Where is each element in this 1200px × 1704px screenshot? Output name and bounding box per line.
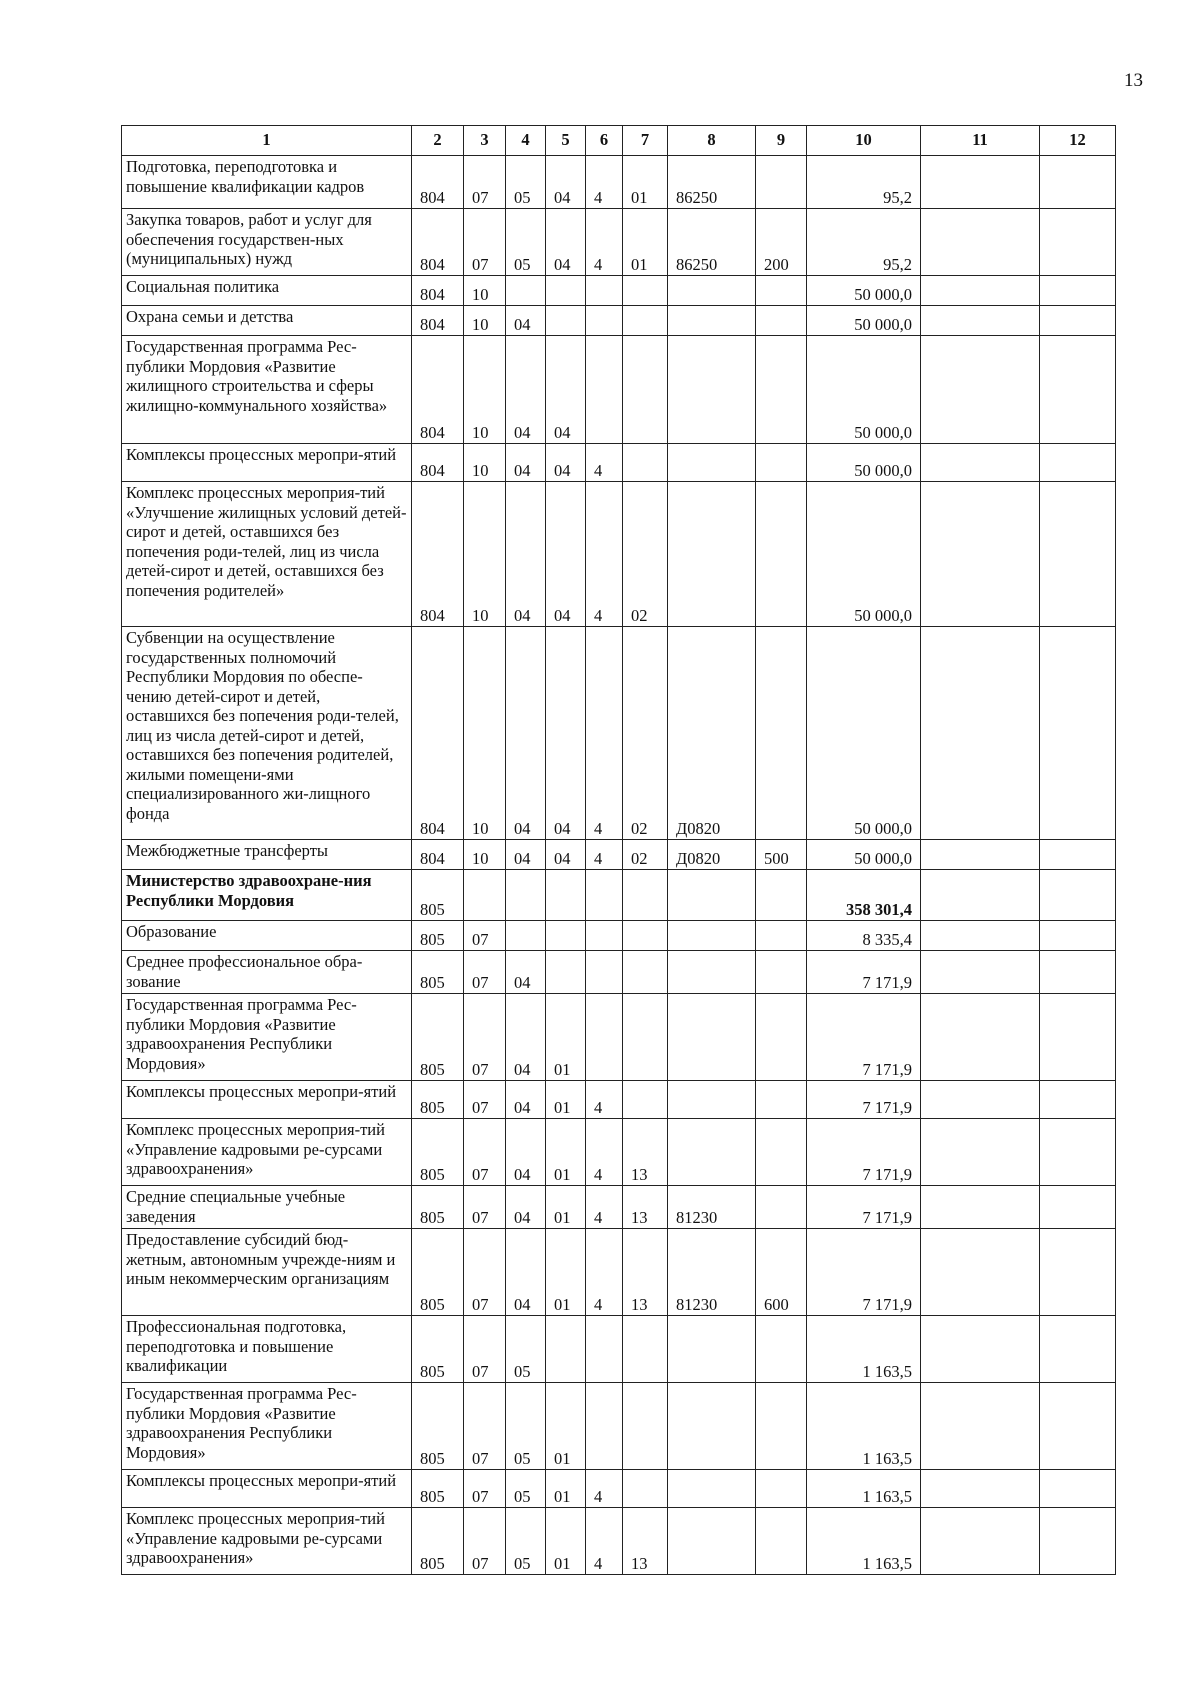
row-cell-c4: 04 bbox=[506, 994, 546, 1081]
row-cell-c3: 07 bbox=[464, 1470, 506, 1508]
row-cell-c8 bbox=[668, 1316, 756, 1383]
row-cell-c3: 10 bbox=[464, 336, 506, 444]
row-cell-c9 bbox=[756, 1508, 807, 1575]
row-cell-c7: 13 bbox=[623, 1186, 668, 1229]
row-cell-c4: 04 bbox=[506, 840, 546, 870]
header-cell: 12 bbox=[1040, 126, 1116, 156]
row-cell-c12 bbox=[1040, 276, 1116, 306]
row-cell-c5 bbox=[546, 306, 586, 336]
row-name-cell: Межбюджетные трансферты bbox=[122, 840, 412, 870]
row-cell-c7: 02 bbox=[623, 482, 668, 627]
row-cell-c9 bbox=[756, 1316, 807, 1383]
row-cell-c8: 81230 bbox=[668, 1186, 756, 1229]
row-cell-c12 bbox=[1040, 306, 1116, 336]
row-cell-c8: Д0820 bbox=[668, 840, 756, 870]
row-cell-c6 bbox=[586, 1383, 623, 1470]
row-cell-c9 bbox=[756, 306, 807, 336]
row-cell-c11 bbox=[921, 1229, 1040, 1316]
row-cell-c12 bbox=[1040, 336, 1116, 444]
row-cell-c2: 804 bbox=[412, 336, 464, 444]
row-cell-c3: 07 bbox=[464, 1186, 506, 1229]
row-cell-c9: 500 bbox=[756, 840, 807, 870]
row-cell-c2: 804 bbox=[412, 156, 464, 209]
table-row bbox=[122, 870, 1116, 921]
row-cell-c3: 07 bbox=[464, 1508, 506, 1575]
row-cell-c9 bbox=[756, 1119, 807, 1186]
row-cell-c5 bbox=[546, 951, 586, 994]
row-cell-c7 bbox=[623, 951, 668, 994]
row-cell-c5: 04 bbox=[546, 336, 586, 444]
row-cell-c6: 4 bbox=[586, 1186, 623, 1229]
header-cell: 2 bbox=[412, 126, 464, 156]
row-cell-c7 bbox=[623, 870, 668, 921]
row-cell-c8 bbox=[668, 1383, 756, 1470]
table-row bbox=[122, 482, 1116, 627]
row-cell-c9 bbox=[756, 336, 807, 444]
row-cell-c8 bbox=[668, 870, 756, 921]
row-cell-c2: 804 bbox=[412, 627, 464, 840]
row-cell-c4: 04 bbox=[506, 1186, 546, 1229]
row-cell-c4: 04 bbox=[506, 1081, 546, 1119]
row-cell-c8 bbox=[668, 444, 756, 482]
row-cell-c3: 07 bbox=[464, 994, 506, 1081]
row-cell-c9 bbox=[756, 156, 807, 209]
row-cell-c12 bbox=[1040, 921, 1116, 951]
row-cell-c7 bbox=[623, 444, 668, 482]
row-cell-c6: 4 bbox=[586, 1508, 623, 1575]
table-row bbox=[122, 444, 1116, 482]
row-cell-c2: 805 bbox=[412, 921, 464, 951]
row-cell-c11 bbox=[921, 336, 1040, 444]
row-cell-c2: 805 bbox=[412, 1081, 464, 1119]
row-name-cell: Государственная программа Рес-публики Мордовия «Развитие жилищного строительства и сферы жилищно-коммунального хозяйства» bbox=[122, 336, 412, 444]
row-cell-c11 bbox=[921, 921, 1040, 951]
row-cell-c7 bbox=[623, 1081, 668, 1119]
table-row bbox=[122, 1508, 1116, 1575]
row-cell-c6: 4 bbox=[586, 482, 623, 627]
row-cell-c9 bbox=[756, 1383, 807, 1470]
row-cell-c9: 600 bbox=[756, 1229, 807, 1316]
row-cell-c7 bbox=[623, 276, 668, 306]
row-cell-c11 bbox=[921, 1081, 1040, 1119]
row-cell-c10: 95,2 bbox=[807, 156, 921, 209]
row-cell-c12 bbox=[1040, 951, 1116, 994]
row-cell-c3: 07 bbox=[464, 951, 506, 994]
row-name-cell: Министерство здравоохране-ния Республики Мордовия bbox=[122, 870, 412, 921]
row-cell-c8 bbox=[668, 1470, 756, 1508]
row-cell-c6: 4 bbox=[586, 627, 623, 840]
row-name-cell: Государственная программа Рес-публики Мордовия «Развитие здравоохранения Республики Мордовия» bbox=[122, 1383, 412, 1470]
row-name-cell: Профессиональная подготовка, переподготовка и повышение квалификации bbox=[122, 1316, 412, 1383]
row-cell-c7: 13 bbox=[623, 1508, 668, 1575]
row-cell-c4 bbox=[506, 870, 546, 921]
row-cell-c8 bbox=[668, 306, 756, 336]
row-name-cell: Комплекс процессных мероприя-тий «Улучшение жилищных условий детей-сирот и детей, оставшихся без попечения роди-телей, лиц из числа детей-сирот и детей, оставшихся без попечения родителей» bbox=[122, 482, 412, 627]
row-cell-c12 bbox=[1040, 1383, 1116, 1470]
row-cell-c10: 8 335,4 bbox=[807, 921, 921, 951]
row-cell-c10: 7 171,9 bbox=[807, 951, 921, 994]
row-cell-c3: 07 bbox=[464, 156, 506, 209]
row-cell-c4: 04 bbox=[506, 1119, 546, 1186]
row-name-cell: Средние специальные учебные заведения bbox=[122, 1186, 412, 1229]
header-cell: 11 bbox=[921, 126, 1040, 156]
row-name-cell: Субвенции на осуществление государственных полномочий Республики Мордовия по обеспе-чению детей-сирот и детей, оставшихся без попечения роди-телей, лиц из числа детей-сирот и детей, оставшихся без попечения родителей, жилыми помещени-ями специализированного жи-лищного фонда bbox=[122, 627, 412, 840]
row-cell-c3: 10 bbox=[464, 627, 506, 840]
row-cell-c6 bbox=[586, 306, 623, 336]
row-name-cell: Среднее профессиональное обра-зование bbox=[122, 951, 412, 994]
row-cell-c7 bbox=[623, 1383, 668, 1470]
row-cell-c11 bbox=[921, 1186, 1040, 1229]
row-cell-c11 bbox=[921, 1470, 1040, 1508]
row-cell-c4 bbox=[506, 921, 546, 951]
row-cell-c9 bbox=[756, 276, 807, 306]
row-cell-c4: 05 bbox=[506, 1383, 546, 1470]
header-cell: 9 bbox=[756, 126, 807, 156]
row-name-cell: Закупка товаров, работ и услуг для обеспечения государствен-ных (муниципальных) нужд bbox=[122, 209, 412, 276]
row-cell-c10: 7 171,9 bbox=[807, 1081, 921, 1119]
row-cell-c6 bbox=[586, 1316, 623, 1383]
row-cell-c3 bbox=[464, 870, 506, 921]
row-cell-c9 bbox=[756, 951, 807, 994]
row-cell-c7: 02 bbox=[623, 627, 668, 840]
row-cell-c12 bbox=[1040, 482, 1116, 627]
row-cell-c11 bbox=[921, 444, 1040, 482]
row-cell-c6: 4 bbox=[586, 840, 623, 870]
table-row bbox=[122, 156, 1116, 209]
row-cell-c6: 4 bbox=[586, 444, 623, 482]
row-cell-c11 bbox=[921, 306, 1040, 336]
row-cell-c4 bbox=[506, 276, 546, 306]
row-cell-c12 bbox=[1040, 994, 1116, 1081]
row-cell-c10: 50 000,0 bbox=[807, 306, 921, 336]
row-cell-c7 bbox=[623, 1470, 668, 1508]
table-body bbox=[122, 156, 1116, 1575]
row-cell-c10: 1 163,5 bbox=[807, 1508, 921, 1575]
row-cell-c3: 07 bbox=[464, 1316, 506, 1383]
row-cell-c3: 10 bbox=[464, 306, 506, 336]
table-header bbox=[122, 126, 1116, 156]
header-cell: 3 bbox=[464, 126, 506, 156]
row-name-cell: Комплекс процессных мероприя-тий «Управление кадровыми ре-сурсами здравоохранения» bbox=[122, 1508, 412, 1575]
row-cell-c8: 86250 bbox=[668, 209, 756, 276]
row-cell-c5: 01 bbox=[546, 1508, 586, 1575]
row-name-cell: Комплекс процессных мероприя-тий «Управление кадровыми ре-сурсами здравоохранения» bbox=[122, 1119, 412, 1186]
row-cell-c4: 04 bbox=[506, 444, 546, 482]
row-cell-c12 bbox=[1040, 870, 1116, 921]
row-cell-c2: 804 bbox=[412, 840, 464, 870]
row-name-cell: Образование bbox=[122, 921, 412, 951]
row-cell-c4: 05 bbox=[506, 1470, 546, 1508]
row-name-cell: Охрана семьи и детства bbox=[122, 306, 412, 336]
row-cell-c4: 04 bbox=[506, 482, 546, 627]
table-row bbox=[122, 627, 1116, 840]
row-cell-c10: 7 171,9 bbox=[807, 1229, 921, 1316]
row-cell-c6 bbox=[586, 921, 623, 951]
row-cell-c6 bbox=[586, 994, 623, 1081]
row-cell-c11 bbox=[921, 870, 1040, 921]
row-cell-c5: 04 bbox=[546, 482, 586, 627]
row-cell-c6: 4 bbox=[586, 209, 623, 276]
row-cell-c2: 805 bbox=[412, 1316, 464, 1383]
row-cell-c3: 07 bbox=[464, 1229, 506, 1316]
row-cell-c10: 50 000,0 bbox=[807, 482, 921, 627]
row-cell-c2: 804 bbox=[412, 444, 464, 482]
row-cell-c12 bbox=[1040, 156, 1116, 209]
header-cell: 10 bbox=[807, 126, 921, 156]
row-cell-c4: 04 bbox=[506, 1229, 546, 1316]
row-cell-c7 bbox=[623, 336, 668, 444]
row-cell-c2: 804 bbox=[412, 306, 464, 336]
table-row bbox=[122, 921, 1116, 951]
row-cell-c11 bbox=[921, 951, 1040, 994]
row-cell-c5: 01 bbox=[546, 1119, 586, 1186]
row-cell-c10: 1 163,5 bbox=[807, 1470, 921, 1508]
row-cell-c4: 05 bbox=[506, 1316, 546, 1383]
row-cell-c8 bbox=[668, 482, 756, 627]
row-cell-c5 bbox=[546, 921, 586, 951]
page-number: 13 bbox=[1124, 70, 1143, 91]
row-cell-c9 bbox=[756, 870, 807, 921]
row-cell-c7: 01 bbox=[623, 156, 668, 209]
row-cell-c12 bbox=[1040, 1316, 1116, 1383]
header-cell: 1 bbox=[122, 126, 412, 156]
row-cell-c9 bbox=[756, 1081, 807, 1119]
row-name-cell: Социальная политика bbox=[122, 276, 412, 306]
row-cell-c12 bbox=[1040, 1470, 1116, 1508]
row-cell-c2: 805 bbox=[412, 870, 464, 921]
row-cell-c2: 805 bbox=[412, 1470, 464, 1508]
row-cell-c9 bbox=[756, 994, 807, 1081]
table-row bbox=[122, 1119, 1116, 1186]
row-cell-c6: 4 bbox=[586, 1470, 623, 1508]
row-cell-c5: 04 bbox=[546, 209, 586, 276]
row-cell-c2: 805 bbox=[412, 1383, 464, 1470]
row-cell-c10: 95,2 bbox=[807, 209, 921, 276]
row-cell-c2: 804 bbox=[412, 276, 464, 306]
row-cell-c5: 01 bbox=[546, 1229, 586, 1316]
row-cell-c11 bbox=[921, 994, 1040, 1081]
table-row bbox=[122, 1383, 1116, 1470]
row-cell-c2: 804 bbox=[412, 482, 464, 627]
row-cell-c7 bbox=[623, 921, 668, 951]
row-name-cell: Государственная программа Рес-публики Мордовия «Развитие здравоохранения Республики Мордовия» bbox=[122, 994, 412, 1081]
row-cell-c9 bbox=[756, 482, 807, 627]
row-cell-c8 bbox=[668, 1081, 756, 1119]
table-row bbox=[122, 1081, 1116, 1119]
row-cell-c3: 07 bbox=[464, 1081, 506, 1119]
table-row bbox=[122, 306, 1116, 336]
row-cell-c7: 13 bbox=[623, 1119, 668, 1186]
row-name-cell: Предоставление субсидий бюд-жетным, автономным учрежде-ниям и иным некоммерческим организациям bbox=[122, 1229, 412, 1316]
row-cell-c8 bbox=[668, 1119, 756, 1186]
row-name-cell: Комплексы процессных меропри-ятий bbox=[122, 1470, 412, 1508]
row-cell-c12 bbox=[1040, 840, 1116, 870]
row-cell-c12 bbox=[1040, 1229, 1116, 1316]
row-cell-c12 bbox=[1040, 444, 1116, 482]
row-cell-c6: 4 bbox=[586, 1081, 623, 1119]
row-cell-c10: 50 000,0 bbox=[807, 336, 921, 444]
row-cell-c8 bbox=[668, 336, 756, 444]
row-cell-c12 bbox=[1040, 209, 1116, 276]
row-cell-c12 bbox=[1040, 1508, 1116, 1575]
row-cell-c9 bbox=[756, 627, 807, 840]
header-cell: 6 bbox=[586, 126, 623, 156]
row-cell-c7 bbox=[623, 1316, 668, 1383]
row-cell-c3: 07 bbox=[464, 921, 506, 951]
row-cell-c11 bbox=[921, 840, 1040, 870]
row-cell-c8 bbox=[668, 276, 756, 306]
table-row bbox=[122, 1470, 1116, 1508]
row-cell-c5 bbox=[546, 276, 586, 306]
row-cell-c4: 05 bbox=[506, 209, 546, 276]
row-cell-c6 bbox=[586, 336, 623, 444]
row-cell-c4: 05 bbox=[506, 156, 546, 209]
row-cell-c8: 86250 bbox=[668, 156, 756, 209]
row-cell-c8: 81230 bbox=[668, 1229, 756, 1316]
row-cell-c8 bbox=[668, 1508, 756, 1575]
budget-table bbox=[121, 125, 1116, 1575]
row-cell-c3: 07 bbox=[464, 1119, 506, 1186]
row-cell-c4: 04 bbox=[506, 336, 546, 444]
row-cell-c10: 50 000,0 bbox=[807, 444, 921, 482]
row-cell-c11 bbox=[921, 156, 1040, 209]
row-cell-c9 bbox=[756, 1186, 807, 1229]
row-cell-c3: 10 bbox=[464, 444, 506, 482]
row-name-cell: Подготовка, переподготовка и повышение квалификации кадров bbox=[122, 156, 412, 209]
header-cell: 8 bbox=[668, 126, 756, 156]
row-cell-c9 bbox=[756, 921, 807, 951]
row-cell-c6 bbox=[586, 870, 623, 921]
row-cell-c4: 04 bbox=[506, 627, 546, 840]
row-cell-c5: 04 bbox=[546, 627, 586, 840]
row-cell-c8 bbox=[668, 921, 756, 951]
row-cell-c9 bbox=[756, 1470, 807, 1508]
row-cell-c11 bbox=[921, 209, 1040, 276]
row-cell-c5: 04 bbox=[546, 156, 586, 209]
table-row bbox=[122, 1316, 1116, 1383]
row-cell-c10: 50 000,0 bbox=[807, 276, 921, 306]
table-row bbox=[122, 336, 1116, 444]
row-cell-c12 bbox=[1040, 627, 1116, 840]
row-cell-c12 bbox=[1040, 1081, 1116, 1119]
row-cell-c5 bbox=[546, 1316, 586, 1383]
row-cell-c10: 358 301,4 bbox=[807, 870, 921, 921]
row-cell-c4: 04 bbox=[506, 306, 546, 336]
table-row bbox=[122, 951, 1116, 994]
row-cell-c9 bbox=[756, 444, 807, 482]
table-row bbox=[122, 1229, 1116, 1316]
row-cell-c6: 4 bbox=[586, 156, 623, 209]
row-cell-c4: 05 bbox=[506, 1508, 546, 1575]
row-cell-c10: 1 163,5 bbox=[807, 1316, 921, 1383]
header-cell: 4 bbox=[506, 126, 546, 156]
table-row bbox=[122, 209, 1116, 276]
row-cell-c2: 805 bbox=[412, 951, 464, 994]
row-name-cell: Комплексы процессных меропри-ятий bbox=[122, 1081, 412, 1119]
row-cell-c10: 50 000,0 bbox=[807, 840, 921, 870]
row-cell-c7: 13 bbox=[623, 1229, 668, 1316]
row-cell-c8: Д0820 bbox=[668, 627, 756, 840]
header-row bbox=[122, 126, 1116, 156]
row-cell-c5: 01 bbox=[546, 1081, 586, 1119]
row-cell-c3: 10 bbox=[464, 276, 506, 306]
row-cell-c5: 01 bbox=[546, 1470, 586, 1508]
row-cell-c10: 1 163,5 bbox=[807, 1383, 921, 1470]
row-cell-c5 bbox=[546, 870, 586, 921]
row-cell-c7: 01 bbox=[623, 209, 668, 276]
row-cell-c2: 805 bbox=[412, 1186, 464, 1229]
row-cell-c11 bbox=[921, 627, 1040, 840]
row-cell-c7: 02 bbox=[623, 840, 668, 870]
row-cell-c6: 4 bbox=[586, 1119, 623, 1186]
header-cell: 7 bbox=[623, 126, 668, 156]
row-cell-c12 bbox=[1040, 1186, 1116, 1229]
row-cell-c5: 01 bbox=[546, 1383, 586, 1470]
table-row bbox=[122, 840, 1116, 870]
row-cell-c11 bbox=[921, 1383, 1040, 1470]
row-cell-c3: 07 bbox=[464, 209, 506, 276]
row-name-cell: Комплексы процессных меропри-ятий bbox=[122, 444, 412, 482]
row-cell-c2: 805 bbox=[412, 1229, 464, 1316]
row-cell-c10: 7 171,9 bbox=[807, 994, 921, 1081]
row-cell-c11 bbox=[921, 1316, 1040, 1383]
row-cell-c11 bbox=[921, 482, 1040, 627]
row-cell-c8 bbox=[668, 994, 756, 1081]
row-cell-c3: 07 bbox=[464, 1383, 506, 1470]
row-cell-c11 bbox=[921, 1119, 1040, 1186]
row-cell-c12 bbox=[1040, 1119, 1116, 1186]
row-cell-c2: 805 bbox=[412, 1119, 464, 1186]
row-cell-c11 bbox=[921, 276, 1040, 306]
row-cell-c11 bbox=[921, 1508, 1040, 1575]
row-cell-c7 bbox=[623, 994, 668, 1081]
row-cell-c5: 01 bbox=[546, 994, 586, 1081]
row-cell-c6 bbox=[586, 276, 623, 306]
row-cell-c4: 04 bbox=[506, 951, 546, 994]
header-cell: 5 bbox=[546, 126, 586, 156]
row-cell-c5: 01 bbox=[546, 1186, 586, 1229]
row-cell-c10: 7 171,9 bbox=[807, 1119, 921, 1186]
row-cell-c5: 04 bbox=[546, 840, 586, 870]
row-cell-c2: 804 bbox=[412, 209, 464, 276]
table-row bbox=[122, 994, 1116, 1081]
row-cell-c2: 805 bbox=[412, 994, 464, 1081]
row-cell-c6: 4 bbox=[586, 1229, 623, 1316]
row-cell-c7 bbox=[623, 306, 668, 336]
row-cell-c2: 805 bbox=[412, 1508, 464, 1575]
table-row bbox=[122, 276, 1116, 306]
row-cell-c3: 10 bbox=[464, 482, 506, 627]
row-cell-c6 bbox=[586, 951, 623, 994]
row-cell-c5: 04 bbox=[546, 444, 586, 482]
row-cell-c9: 200 bbox=[756, 209, 807, 276]
table-row bbox=[122, 1186, 1116, 1229]
row-cell-c10: 7 171,9 bbox=[807, 1186, 921, 1229]
row-cell-c8 bbox=[668, 951, 756, 994]
row-cell-c3: 10 bbox=[464, 840, 506, 870]
row-cell-c10: 50 000,0 bbox=[807, 627, 921, 840]
